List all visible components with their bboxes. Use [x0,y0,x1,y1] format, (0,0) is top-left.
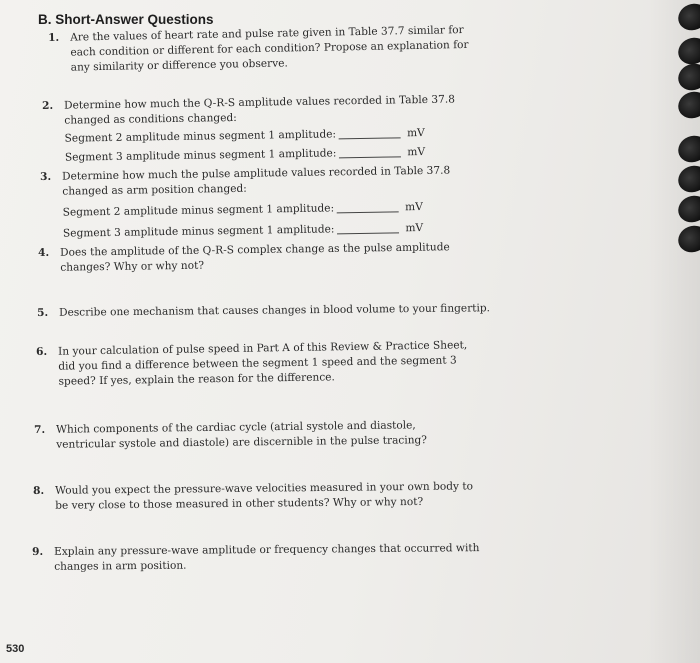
answer-blank[interactable] [339,156,401,158]
question-number: 3. [40,170,52,183]
question-text: Describe one mechanism that causes changes in blood volume to your fingertip. [59,302,491,319]
section-heading: B. Short-Answer Questions [38,12,214,27]
binder-ring-icon [674,191,700,226]
answer-blank[interactable] [338,232,400,234]
question-text: Would you expect the pressure-wave velocities measured in your own body to be very close to those measured in other students? Why or why not? [55,480,474,512]
unit-label: mV [405,221,424,235]
question-number: 5. [37,306,49,319]
fill-in-row [65,145,425,166]
question-text: Explain any pressure-wave amplitude or frequency changes that occurred with changes in arm position. [54,542,480,573]
question-text: In your calculation of pulse speed in Part A of this Review & Practice Sheet, did you find a difference between the segment 1 speed and the segment 3 speed? If yes, explain the reason for the difference. [58,339,468,388]
fill-in-row [65,126,425,147]
binder-ring-icon [674,161,700,196]
question-number: 8. [33,484,45,497]
question-number: 6. [36,345,48,358]
fill-in-row [63,221,423,242]
question-text: Are the values of heart rate and pulse rate given in Table 37.7 similar for each condition or different for each condition? Propose an explanation for any similarity or difference you observe. [70,24,469,74]
answer-blank[interactable] [337,211,399,213]
unit-label: mV [405,200,423,214]
question-text: Determine how much the Q-R-S amplitude values recorded in Table 37.8 changed as conditions changed: [64,93,456,127]
question-number: 2. [42,99,54,112]
question-number: 9. [32,545,44,558]
question-text: Does the amplitude of the Q-R-S complex change as the pulse amplitude changes? Why or why not? [60,241,450,274]
binder-ring-icon [674,87,700,122]
page-number: 530 [6,643,25,655]
question-text: Which components of the cardiac cycle (atrial systole and diastole, ventricular systole and diastole) are discernible in the pulse tracing? [56,419,428,451]
binder-edge [648,0,700,663]
fill-in-label: Segment 2 amplitude minus segment 1 amplitude: [64,128,337,145]
unit-label: mV [407,145,426,159]
question-number: 4. [38,246,50,259]
answer-blank[interactable] [339,137,401,139]
fill-in-label: Segment 2 amplitude minus segment 1 amplitude: [62,202,335,219]
question-text: Determine how much the pulse amplitude values recorded in Table 37.8 changed as arm position changed: [62,164,451,198]
binder-ring-icon [674,59,700,94]
question-number: 1. [48,31,60,44]
fill-in-label: Segment 3 amplitude minus segment 1 amplitude: [62,223,335,240]
binder-ring-icon [674,131,700,166]
unit-label: mV [406,126,425,140]
question-number: 7. [34,423,46,436]
binder-ring-icon [674,221,700,256]
binder-ring-icon [674,0,700,35]
fill-in-row [63,200,423,221]
fill-in-label: Segment 3 amplitude minus segment 1 amplitude: [64,147,337,164]
